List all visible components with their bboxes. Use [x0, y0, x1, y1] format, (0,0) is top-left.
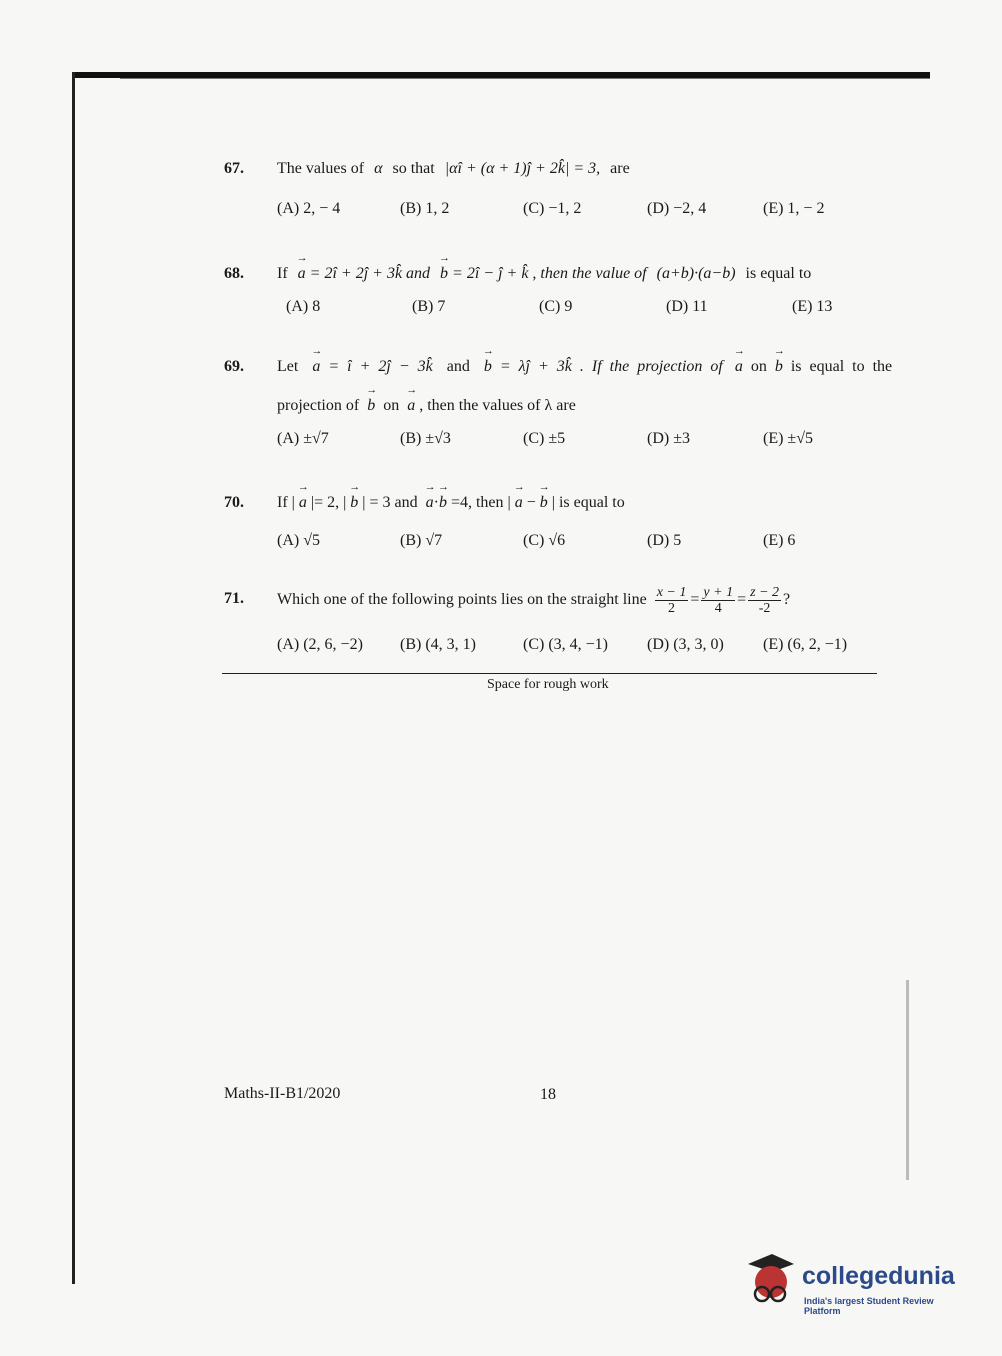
text-part: | is equal to [551, 494, 625, 511]
top-border-thin [120, 78, 930, 79]
fraction-numerator: y + 1 [703, 584, 734, 600]
option-a: (A) 8 [286, 298, 321, 315]
vector-a: → a [312, 358, 320, 376]
fraction-denominator: 4 [714, 600, 722, 616]
option-b: (B) √7 [400, 532, 443, 549]
option-d: (D) 5 [647, 532, 682, 549]
text-part: |= 2, | [310, 494, 347, 511]
equals-sign: = [690, 591, 700, 608]
option-d: (D) −2, 4 [647, 200, 707, 217]
vector-b: → b [439, 494, 447, 512]
text-part: so that [392, 160, 435, 177]
text-part: on [383, 397, 400, 414]
question-text [277, 580, 790, 620]
alpha-symbol: α [374, 160, 383, 177]
option-b: (B) 1, 2 [400, 200, 450, 217]
text-part: =4, then | [450, 494, 511, 511]
divider [222, 673, 877, 674]
fraction-numerator: x − 1 [656, 584, 687, 600]
text-part: on [750, 358, 767, 375]
text-part: and [446, 358, 470, 375]
question-number: 68. [224, 265, 244, 282]
equals-sign: = [737, 591, 747, 608]
question-number: 71. [224, 590, 244, 607]
math-expression: = 2î + 2ĵ + 3k̂ and [309, 265, 431, 282]
text-part: If | [277, 494, 295, 511]
option-d: (D) 11 [666, 298, 708, 315]
vector-a: → a [299, 494, 307, 512]
question-text-line2 [277, 397, 576, 415]
vector-a: → a [407, 397, 415, 415]
math-expression: (a+b)·(a−b) [656, 265, 736, 282]
footer-code: Maths-II-B1/2020 [224, 1085, 341, 1102]
option-e: (E) (6, 2, −1) [763, 636, 848, 653]
option-e: (E) ±√5 [763, 430, 813, 447]
text-part: Let [277, 358, 299, 375]
question-number: 67. [224, 160, 244, 177]
question-text: If | → a |= 2, | → b | = 3 and → a·→ b =4, then | → a − → b | is equal to [277, 494, 625, 512]
question-text-line1 [277, 358, 892, 376]
option-b: (B) 7 [412, 298, 446, 315]
text-part: are [610, 160, 630, 177]
logo-name: collegedunia [802, 1262, 955, 1290]
vector-b: → b [775, 358, 783, 376]
question-text [277, 160, 630, 178]
math-expression: = λĵ + 3k̂ . If the projection of [499, 358, 723, 375]
left-border [72, 72, 75, 1284]
vector-a: → a [298, 265, 306, 283]
math-expression: = î + 2ĵ − 3k̂ [328, 358, 433, 375]
math-expression: = 2î − ĵ + k̂ , then the value of [452, 265, 647, 282]
option-a: (A) ±√7 [277, 430, 329, 447]
option-e: (E) 6 [763, 532, 796, 549]
fraction-numerator: z − 2 [750, 584, 780, 600]
option-d: (D) ±3 [647, 430, 690, 447]
collegedunia-logo [742, 1250, 972, 1314]
option-a: (A) 2, − 4 [277, 200, 341, 217]
option-e: (E) 1, − 2 [763, 200, 825, 217]
option-c: (C) 9 [539, 298, 573, 315]
fraction-denominator: -2 [758, 600, 771, 616]
option-e: (E) 13 [792, 298, 833, 315]
text-part: | = 3 and [362, 494, 418, 511]
option-c: (C) √6 [523, 532, 566, 549]
vector-a: → a [735, 358, 743, 376]
vector-b: → b [350, 494, 358, 512]
question-number: 69. [224, 358, 244, 375]
mascot-icon [742, 1250, 800, 1314]
vector-b: → b [484, 358, 492, 376]
vector-b: → b [440, 265, 448, 283]
text-part: The values of [277, 160, 365, 177]
option-c: (C) ±5 [523, 430, 566, 447]
option-b: (B) (4, 3, 1) [400, 636, 476, 653]
logo-tagline: India's largest Student Review Platform [804, 1296, 934, 1316]
text-part: , then the values of λ are [419, 397, 576, 414]
fraction-y [701, 585, 735, 616]
page-shadow [906, 980, 909, 1180]
text-part: If [277, 265, 288, 282]
fraction-denominator: 2 [668, 600, 676, 616]
text-part: projection of [277, 397, 360, 414]
rough-work-label: Space for rough work [487, 677, 609, 692]
question-number: 70. [224, 494, 244, 511]
text-part: is equal to [745, 265, 812, 282]
option-d: (D) (3, 3, 0) [647, 636, 724, 653]
fraction-x [655, 585, 689, 616]
option-c: (C) (3, 4, −1) [523, 636, 609, 653]
vector-b: → b [367, 397, 375, 415]
math-expression: |αî + (α + 1)ĵ + 2k̂| = 3, [444, 160, 601, 177]
option-b: (B) ±√3 [400, 430, 451, 447]
question-text [277, 265, 811, 283]
text-part: is equal to the [790, 358, 893, 375]
question-mark: ? [783, 591, 791, 608]
text-part: − [526, 494, 536, 511]
vector-a: → a [515, 494, 523, 512]
option-a: (A) (2, 6, −2) [277, 636, 363, 653]
vector-a: → a [426, 494, 434, 512]
page-number: 18 [540, 1086, 556, 1103]
option-c: (C) −1, 2 [523, 200, 582, 217]
text-part: Which one of the following points lies on the straight line [277, 591, 647, 608]
vector-b: → b [540, 494, 548, 512]
fraction-z [748, 585, 781, 616]
option-a: (A) √5 [277, 532, 320, 549]
